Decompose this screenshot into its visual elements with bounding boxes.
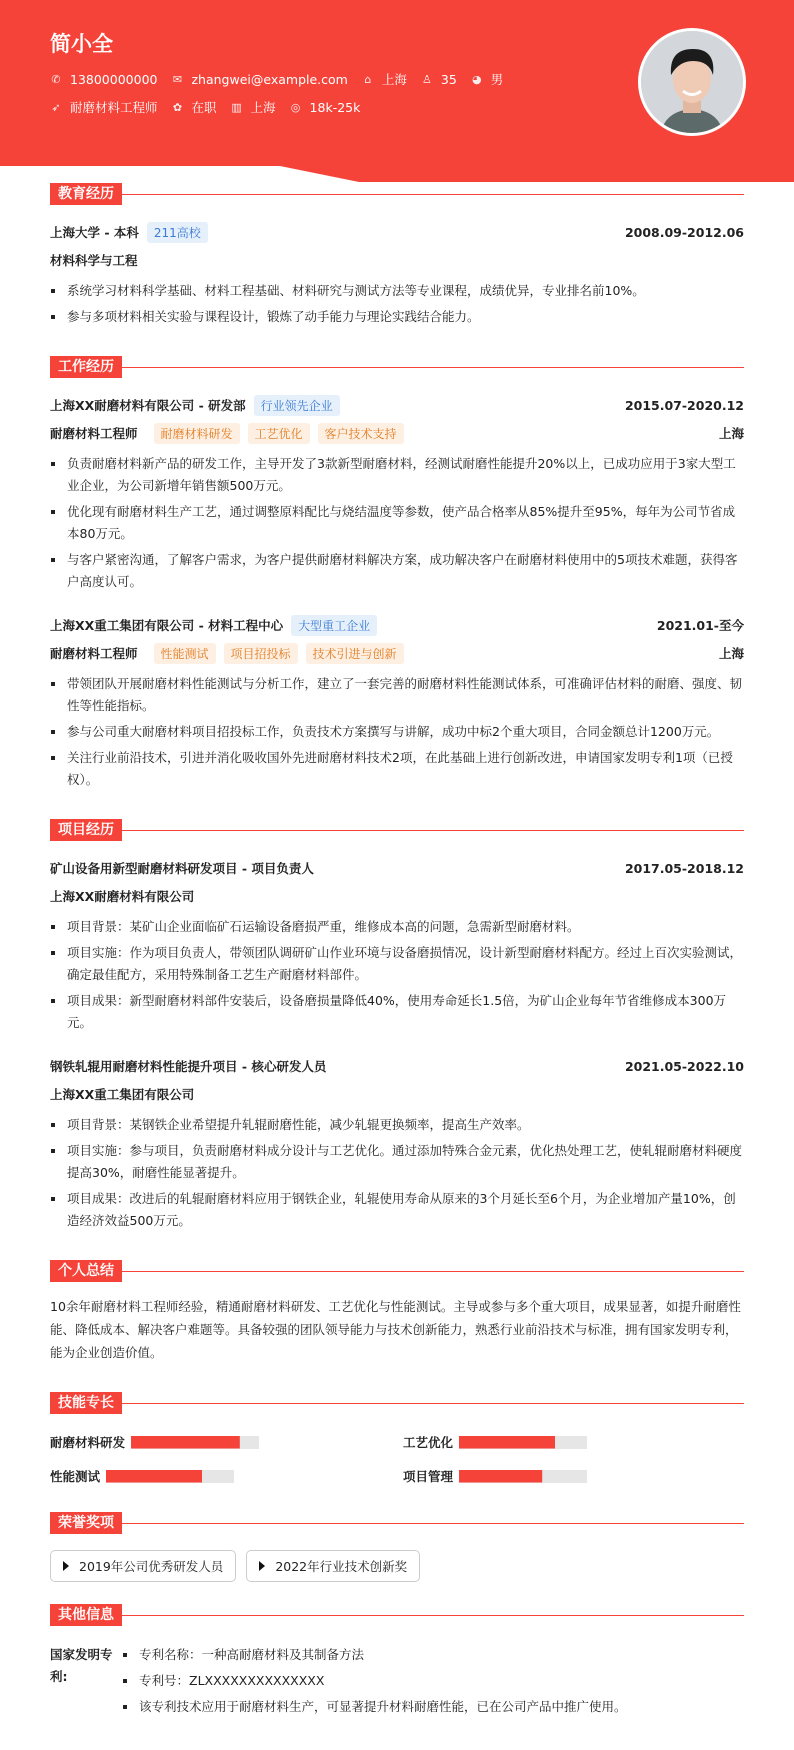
skill-bar	[459, 1436, 587, 1449]
skill-tag: 客户技术支持	[318, 423, 404, 444]
company-tag: 行业领先企业	[254, 395, 340, 416]
school-tag: 211高校	[147, 222, 208, 243]
triangle-icon	[259, 1561, 265, 1571]
job-title: 耐磨材料工程师	[70, 100, 158, 115]
skill-name: 工艺优化	[403, 1435, 454, 1450]
phone-icon: ✆	[51, 72, 61, 86]
project-name: 钢铁轧辊用耐磨材料性能提升项目 - 核心研发人员	[50, 1059, 327, 1074]
section-title: 荣誉奖项	[50, 1512, 122, 1534]
city: 上海	[718, 426, 744, 441]
company-tag: 大型重工企业	[291, 615, 377, 636]
date: 2021.01-至今	[656, 618, 744, 633]
job-row	[50, 98, 374, 116]
section-title: 工作经历	[50, 356, 122, 378]
company: 上海XX耐磨材料有限公司 - 研发部	[50, 398, 246, 413]
job-status: 在职	[191, 100, 217, 115]
skill-name: 耐磨材料研发	[50, 1435, 126, 1450]
home-icon: ⌂	[364, 72, 372, 86]
skill-bar-fill	[106, 1470, 202, 1483]
list-item: 与客户紧密沟通，了解客户需求，为客户提供耐磨材料解决方案，成功解决客户在耐磨材料使用中的5项技术难题，获得客户高度认可。	[50, 549, 744, 593]
list-item: 项目背景：某矿山企业面临矿石运输设备磨损严重，维修成本高的问题，急需新型耐磨材料。	[50, 916, 744, 938]
skill-tag: 性能测试	[154, 643, 216, 664]
major: 材料科学与工程	[50, 253, 138, 268]
skills-section	[50, 1392, 744, 1484]
list-item: 专利号：ZLXXXXXXXXXXXXXX	[122, 1670, 627, 1692]
awards-section	[50, 1512, 744, 1582]
skill-item	[50, 1468, 403, 1484]
summary-text: 10余年耐磨材料工程师经验，精通耐磨材料研发、工艺优化与性能测试。主导或参与多个重大项目，成果显著，如提升耐磨性能、降低成本、解决客户难题等。具备较强的团队领导能力与技术创新能力，熟悉行业前沿技术与标准，拥有国家发明专利，能为企业创造价值。	[50, 1299, 741, 1360]
other-section	[50, 1604, 744, 1722]
list-item: 优化现有耐磨材料生产工艺，通过调整原料配比与烧结温度等参数，使产品合格率从85%提升至95%，每年为公司节省成本80万元。	[50, 501, 744, 545]
age-icon: ♙	[421, 72, 432, 86]
list-item: 项目实施：参与项目，负责耐磨材料成分设计与工艺优化。通过添加特殊合金元素，优化热处理工艺，使轧辊耐磨材料硬度提高30%，耐磨性能显著提升。	[50, 1140, 744, 1184]
list-item: 该专利技术应用于耐磨材料生产，可显著提升材料耐磨性能，已在公司产品中推广使用。	[122, 1696, 627, 1718]
list-item: 参与公司重大耐磨材料项目招投标工作，负责技术方案撰写与讲解，成功中标2个重大项目，合同金额总计1200万元。	[50, 721, 744, 743]
list-item: 项目实施：作为项目负责人，带领团队调研矿山作业环境与设备磨损情况，设计新型耐磨材料配方。经过上百次实验测试，确定最佳配方，采用特殊制备工艺生产耐磨材料部件。	[50, 942, 744, 986]
list-item: 项目背景：某钢铁企业希望提升轧辊耐磨性能，减少轧辊更换频率，提高生产效率。	[50, 1114, 744, 1136]
skill-bar	[131, 1436, 259, 1449]
skill-item	[50, 1434, 403, 1450]
mail-icon: ✉	[172, 72, 183, 86]
project-item	[50, 854, 744, 1034]
education-section	[50, 183, 744, 328]
salary-icon: ◎	[290, 100, 301, 114]
skill-bar-fill	[131, 1436, 240, 1449]
avatar	[638, 28, 746, 136]
list-item: 负责耐磨材料新产品的研发工作，主导开发了3款新型耐磨材料，经测试耐磨性能提升20%以上，已成功应用于3家大型工业企业，为公司新增年销售额500万元。	[50, 453, 744, 497]
other-label: 国家发明专利:	[50, 1647, 113, 1684]
project-item	[50, 1052, 744, 1232]
award-name: 2022年行业技术创新奖	[275, 1559, 408, 1574]
city: 上海	[718, 646, 744, 661]
school: 上海大学 - 本科	[50, 225, 139, 240]
company: 上海XX重工集团有限公司	[50, 1087, 195, 1102]
section-title: 个人总结	[50, 1260, 122, 1282]
gender-icon: ◕	[471, 72, 482, 86]
phone: 13800000000	[70, 71, 158, 87]
work-item	[50, 391, 744, 593]
skill-bar-fill	[459, 1436, 555, 1449]
section-title: 教育经历	[50, 183, 122, 205]
skill-tag: 项目招投标	[224, 643, 298, 664]
skill-bar	[459, 1470, 587, 1483]
skill-tag: 耐磨材料研发	[154, 423, 240, 444]
projects-section	[50, 819, 744, 1232]
skill-bar-fill	[459, 1470, 542, 1483]
project-name: 矿山设备用新型耐磨材料研发项目 - 项目负责人	[50, 861, 314, 876]
award-chip	[50, 1550, 236, 1582]
location: 上海	[381, 72, 407, 87]
contact-row	[50, 70, 517, 88]
award-chip	[246, 1550, 420, 1582]
list-item: 专利名称：一种高耐磨材料及其制备方法	[122, 1644, 627, 1666]
section-title: 项目经历	[50, 819, 122, 841]
skill-bar	[106, 1470, 234, 1483]
building-icon: ▥	[231, 100, 242, 114]
skill-tag: 技术引进与创新	[306, 643, 404, 664]
date: 2015.07-2020.12	[624, 397, 744, 413]
list-item: 项目成果：新型耐磨材料部件安装后，设备磨损量降低40%，使用寿命延长1.5倍，为矿山企业每年节省维修成本300万元。	[50, 990, 744, 1034]
age: 35	[440, 71, 457, 87]
triangle-icon	[63, 1561, 69, 1571]
list-item: 参与多项材料相关实验与课程设计，锻炼了动手能力与理论实践结合能力。	[50, 306, 744, 328]
role: 耐磨材料工程师	[50, 646, 138, 661]
skill-name: 项目管理	[403, 1469, 454, 1484]
email: zhangwei@example.com	[191, 71, 348, 87]
award-name: 2019年公司优秀研发人员	[79, 1559, 224, 1574]
skill-item	[403, 1468, 744, 1484]
work-item	[50, 611, 744, 791]
date: 2021.05-2022.10	[624, 1058, 744, 1074]
skill-item	[403, 1434, 744, 1450]
status-icon: ✿	[172, 100, 183, 114]
role: 耐磨材料工程师	[50, 426, 138, 441]
list-item: 项目成果：改进后的轧辊耐磨材料应用于钢铁企业，轧辊使用寿命从原来的3个月延长至6个月，为企业增加产量10%，创造经济效益500万元。	[50, 1188, 744, 1232]
section-title: 技能专长	[50, 1392, 122, 1414]
company: 上海XX重工集团有限公司 - 材料工程中心	[50, 618, 284, 633]
list-item: 关注行业前沿技术，引进并消化吸收国外先进耐磨材料技术2项，在此基础上进行创新改进，申请国家发明专利1项（已授权）。	[50, 747, 744, 791]
send-icon: ➶	[51, 100, 61, 114]
section-title: 其他信息	[50, 1604, 122, 1626]
job-city: 上海	[250, 100, 276, 115]
summary-section	[50, 1260, 744, 1364]
skill-tag: 工艺优化	[248, 423, 310, 444]
company: 上海XX耐磨材料有限公司	[50, 889, 195, 904]
candidate-name: 简小全	[50, 32, 113, 56]
work-section	[50, 356, 744, 791]
list-item: 系统学习材料科学基础、材料工程基础、材料研究与测试方法等专业课程，成绩优异，专业排名前10%。	[50, 280, 744, 302]
date: 2017.05-2018.12	[624, 860, 744, 876]
salary: 18k-25k	[309, 99, 361, 115]
gender: 男	[490, 72, 504, 87]
list-item: 带领团队开展耐磨材料性能测试与分析工作，建立了一套完善的耐磨材料性能测试体系，可准确评估材料的耐磨、强度、韧性等性能指标。	[50, 673, 744, 717]
date: 2008.09-2012.06	[624, 224, 744, 240]
skill-name: 性能测试	[50, 1469, 101, 1484]
